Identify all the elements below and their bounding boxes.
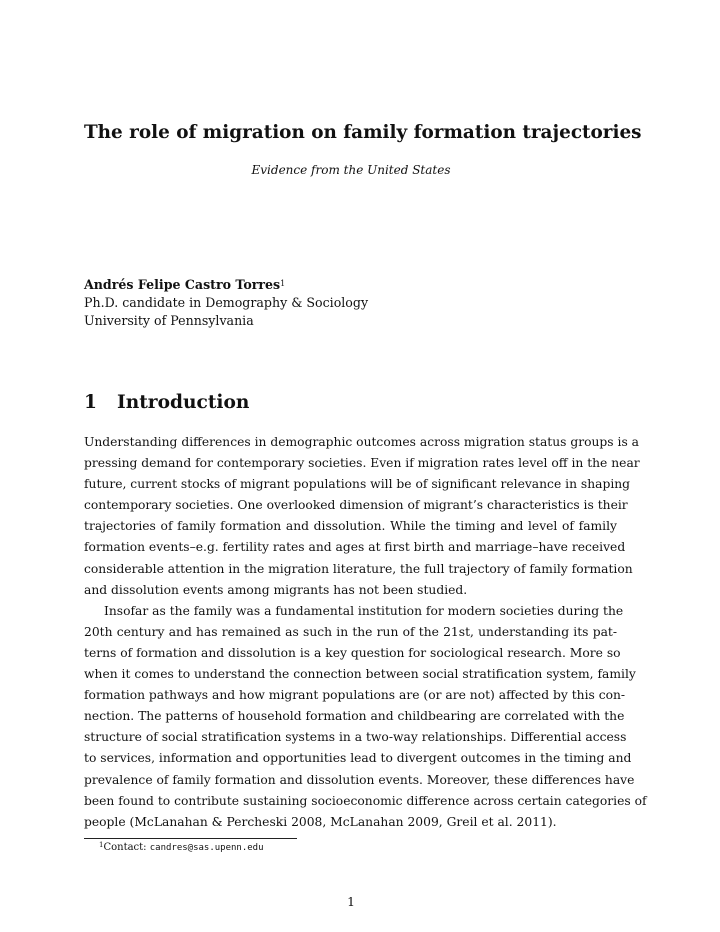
page-number: 1 [347,895,355,909]
author-affiliation: University of Pennsylvania [84,313,254,328]
section-number: 1 [84,392,97,413]
footnote [99,842,264,853]
text-line: trajectories of family formation and dissolution. While the timing and level of family [84,519,617,534]
text-line: considerable attention in the migration literature, the full trajectory of family formation [84,561,633,576]
paper-title: The role of migration on family formation trajectories [84,122,642,143]
text-line: future, current stocks of migrant populations will be of significant relevance in shaping [84,477,631,492]
text-line: formation pathways and how migrant populations are (or are not) affected by this con- [84,688,626,703]
text-line: nection. The patterns of household formation and childbearing are correlated with the [84,709,625,724]
author-block [84,276,368,330]
text-line: pressing demand for contemporary societies. Even if migration rates level off in the near [84,456,640,471]
text-line: contemporary societies. One overlooked dimension of migrant’s characteristics is their [84,498,628,513]
text-line: structure of social stratification systems in a two-way relationships. Differential access [84,730,627,745]
paper-subtitle: Evidence from the United States [251,163,451,177]
text-line: Understanding differences in demographic outcomes across migration status groups is a [84,435,640,449]
text-line: been found to contribute sustaining socioeconomic difference across certain categories of [84,793,647,808]
body-text [84,432,647,833]
paragraph-2 [84,601,647,833]
text-line: and dissolution events among migrants has not been studied. [84,582,468,597]
contact-email-link[interactable]: candres@sas.upenn.edu [149,843,264,853]
text-line: 20th century and has remained as such in the run of the 21st, understanding its pat- [84,624,617,639]
section-title: Introduction [117,392,250,413]
text-line: to services, information and opportunities lead to divergent outcomes in the timing and [84,751,632,766]
section-heading [84,392,249,413]
text-line: terns of formation and dissolution is a key question for sociological research. More so [84,645,621,660]
author-footnote-mark: 1 [280,279,286,288]
author-name [84,276,368,294]
author-position: Ph.D. candidate in Demography & Sociology [84,295,369,310]
footnote-label: Contact: [103,842,150,853]
text-line: formation events–e.g. fertility rates and ages at first birth and marriage–have received [84,540,626,555]
footnote-rule [84,838,297,839]
text-line: Insofar as the family was a fundamental institution for modern societies during the [104,603,624,618]
author-name-text: Andrés Felipe Castro Torres [84,277,281,292]
text-line: people (McLanahan & Percheski 2008, McLanahan 2009, Greil et al. 2011). [84,814,557,829]
text-line: prevalence of family formation and dissolution events. Moreover, these differences have [84,772,635,787]
footnote-mark: 1 [99,841,104,849]
paragraph-1 [84,432,640,601]
text-line: when it comes to understand the connection between social stratification system, family [84,667,636,682]
